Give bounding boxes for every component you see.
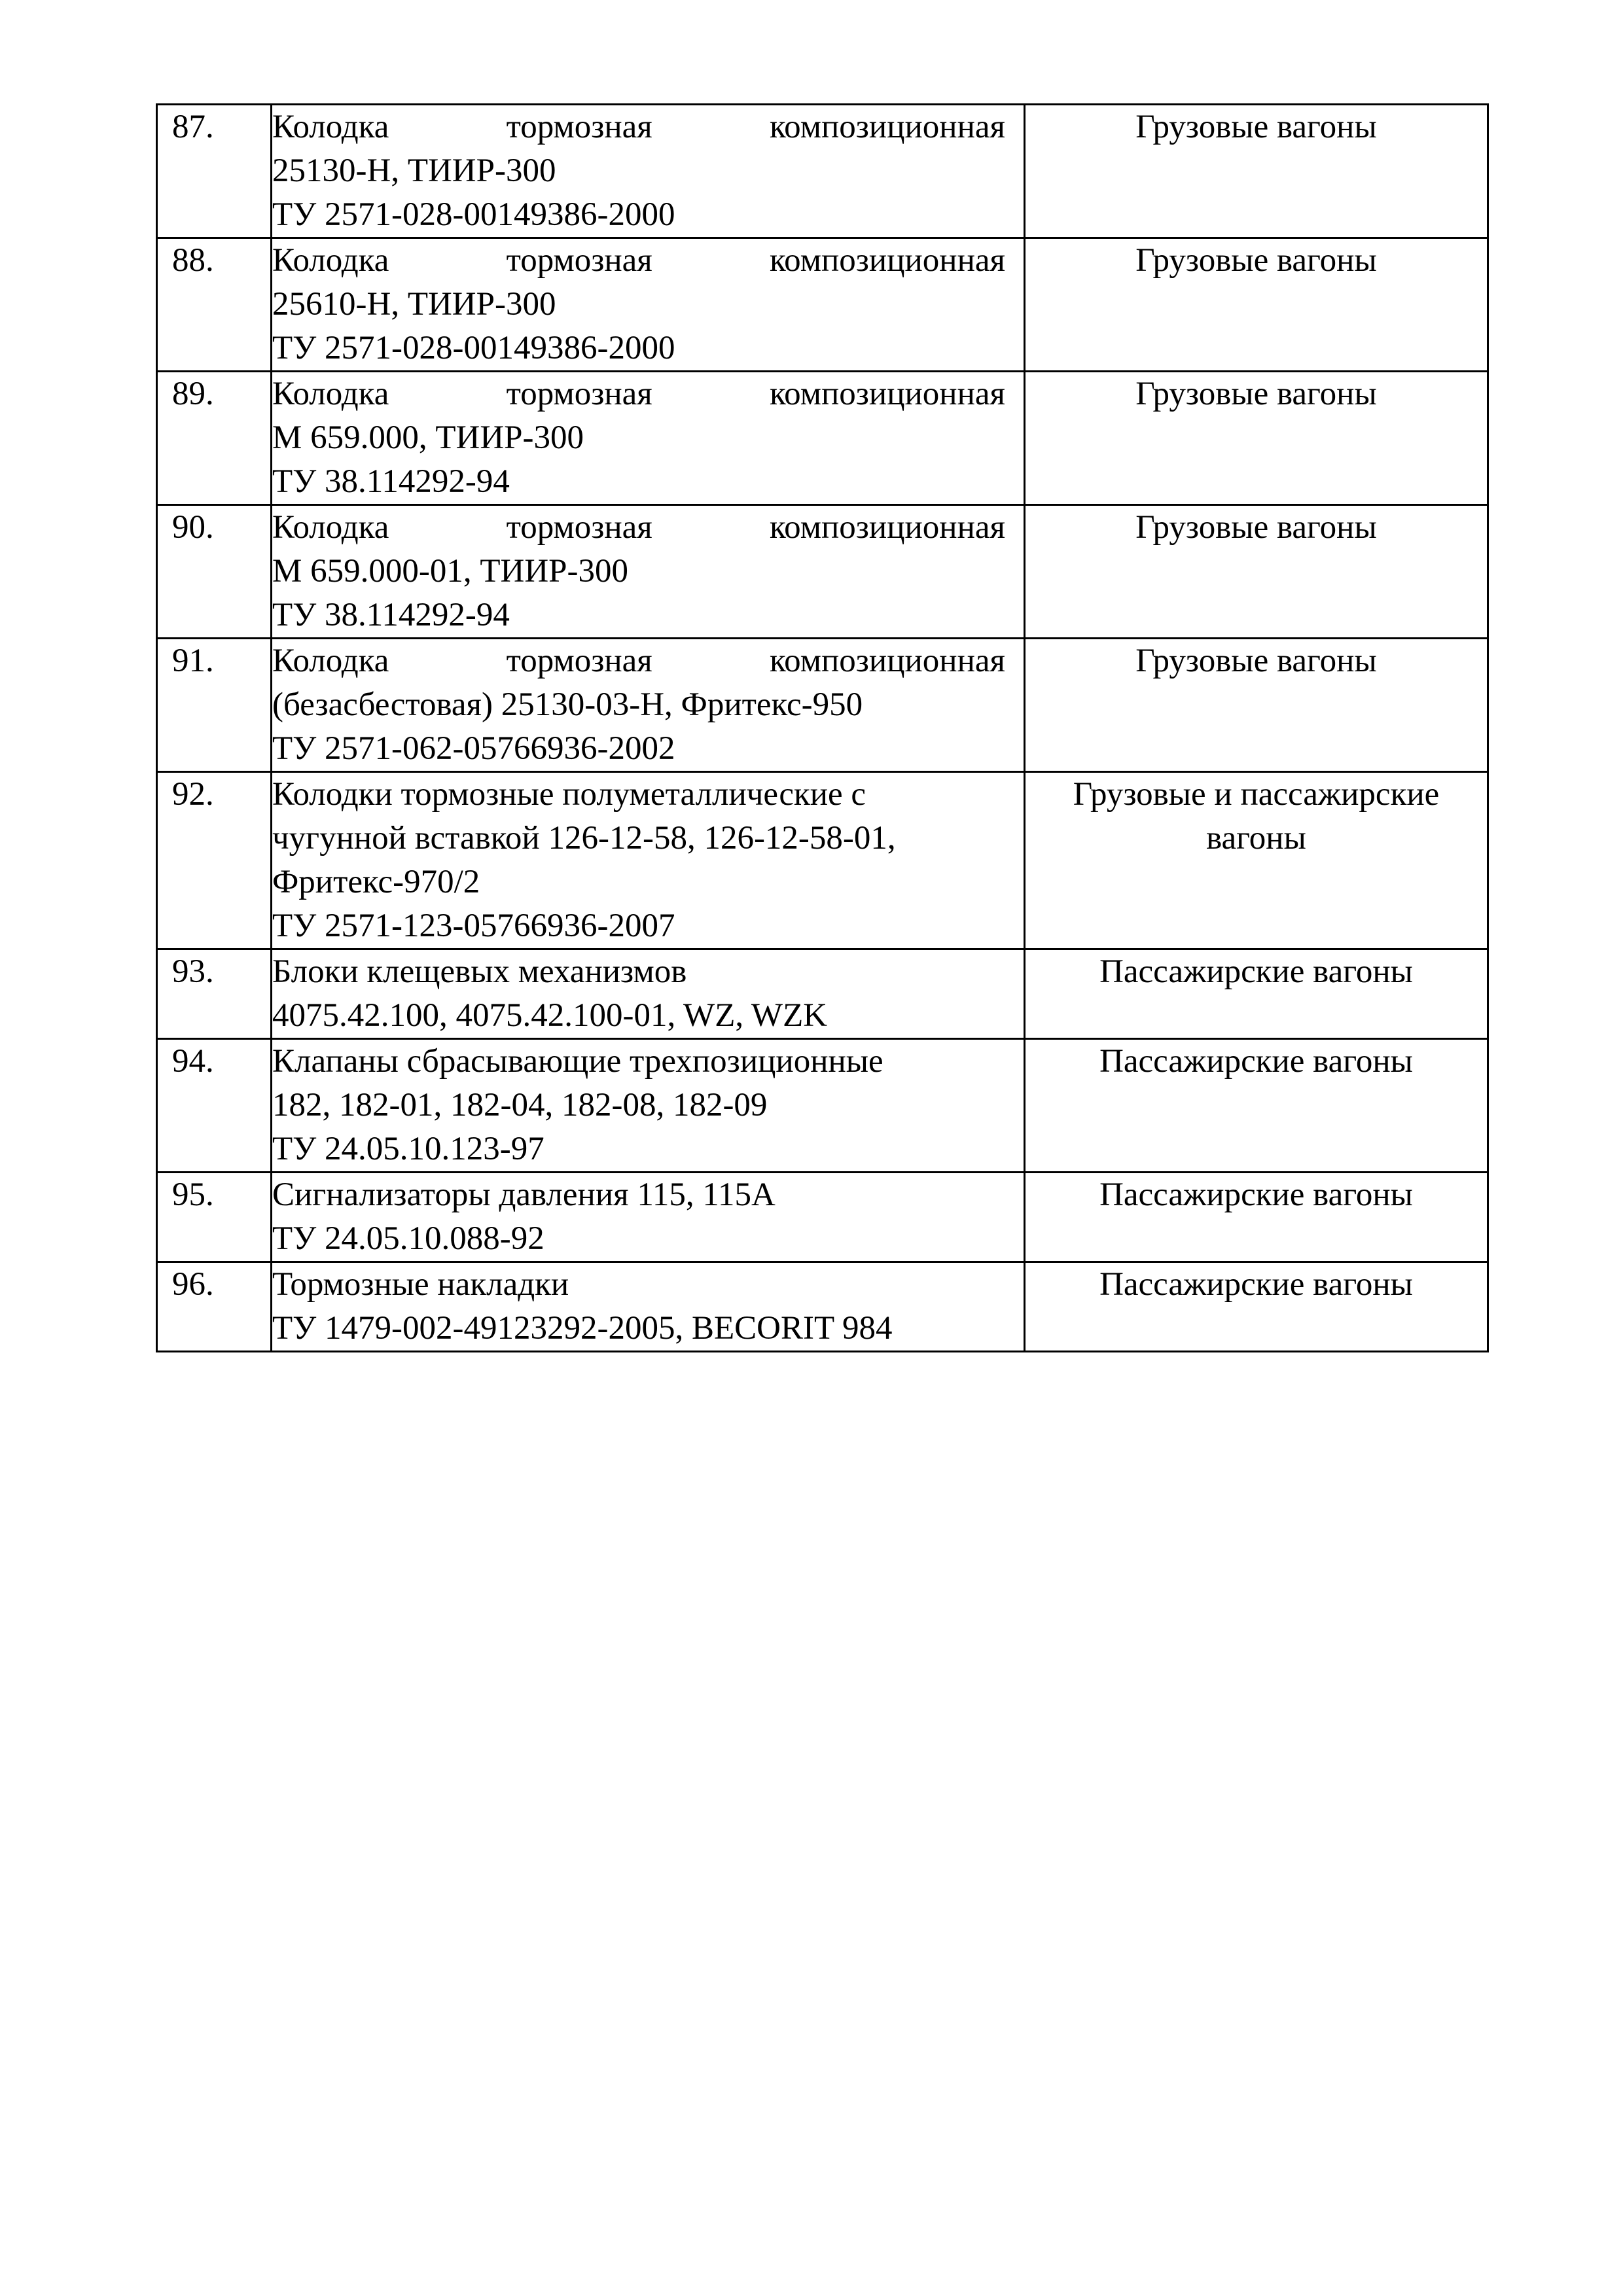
word: тормозная [506, 109, 652, 145]
row-number-text: 94. [172, 1043, 214, 1080]
row-number-text: 96. [172, 1266, 214, 1303]
description-line: (безасбестовая) 25130-03-Н, Фритекс-950 [272, 686, 863, 723]
description-line: Сигнализаторы давления 115, 115А [272, 1176, 776, 1213]
row-application [1025, 238, 1488, 372]
application-line: Грузовые вагоны [1135, 109, 1377, 145]
row-number-text: 90. [172, 509, 214, 546]
row-number-text: 93. [172, 953, 214, 990]
application-line: Пассажирские вагоны [1099, 1043, 1413, 1080]
description-line: ТУ 2571-062-05766936-2002 [272, 730, 675, 767]
row-description [272, 1039, 1025, 1173]
row-application [1025, 1262, 1488, 1352]
description-line: Фритекс-970/2 [272, 864, 480, 900]
row-number [157, 949, 272, 1039]
description-line [272, 506, 1005, 550]
table-row [157, 238, 1488, 372]
row-number-text: 89. [172, 376, 214, 412]
description-line: ТУ 2571-028-00149386-2000 [272, 330, 675, 366]
application-line: вагоны [1206, 820, 1306, 857]
description-line: ТУ 2571-028-00149386-2000 [272, 196, 675, 233]
row-number [157, 505, 272, 639]
application-line: Грузовые вагоны [1135, 509, 1377, 546]
description-line [272, 372, 1005, 416]
table-row [157, 1039, 1488, 1173]
row-description [272, 105, 1025, 238]
word: Колодка [272, 643, 389, 679]
table-row [157, 639, 1488, 772]
table-row [157, 505, 1488, 639]
application-line: Грузовые вагоны [1135, 376, 1377, 412]
application-line: Пассажирские вагоны [1099, 1266, 1413, 1303]
word: Колодка [272, 509, 389, 546]
description-line: М 659.000-01, ТИИР-300 [272, 553, 628, 590]
description-line: ТУ 1479-002-49123292-2005, BECORIT 984 [272, 1310, 893, 1347]
description-line: 25130-Н, ТИИР-300 [272, 152, 556, 189]
row-application [1025, 1173, 1488, 1262]
description-line: ТУ 38.114292-94 [272, 463, 510, 500]
description-line: ТУ 24.05.10.123-97 [272, 1131, 544, 1167]
row-application [1025, 772, 1488, 949]
word: Колодка [272, 376, 389, 412]
word: композиционная [769, 242, 1005, 279]
description-line: Колодки тормозные полуметаллические с [272, 776, 866, 813]
row-number [157, 639, 272, 772]
equipment-table [156, 103, 1489, 1352]
table-row [157, 1173, 1488, 1262]
row-number [157, 1039, 272, 1173]
word: Колодка [272, 109, 389, 145]
description-line [272, 105, 1005, 149]
table-row [157, 949, 1488, 1039]
description-line: Блоки клещевых механизмов [272, 953, 687, 990]
description-line: Тормозные накладки [272, 1266, 569, 1303]
row-description [272, 772, 1025, 949]
word: Колодка [272, 242, 389, 279]
word: тормозная [506, 376, 652, 412]
row-description [272, 949, 1025, 1039]
row-description [272, 372, 1025, 505]
row-application [1025, 105, 1488, 238]
row-description [272, 639, 1025, 772]
description-line: чугунной вставкой 126-12-58, 126-12-58-01, [272, 820, 896, 857]
description-line: М 659.000, ТИИР-300 [272, 419, 584, 456]
row-number-text: 87. [172, 109, 214, 145]
application-line: Пассажирские вагоны [1099, 1176, 1413, 1213]
row-description [272, 505, 1025, 639]
word: композиционная [769, 109, 1005, 145]
word: тормозная [506, 643, 652, 679]
description-line [272, 239, 1005, 283]
row-number [157, 238, 272, 372]
row-number [157, 1262, 272, 1352]
application-line: Грузовые вагоны [1135, 643, 1377, 679]
word: тормозная [506, 242, 652, 279]
row-application [1025, 949, 1488, 1039]
row-application [1025, 1039, 1488, 1173]
description-line: ТУ 38.114292-94 [272, 597, 510, 633]
description-line: 182, 182-01, 182-04, 182-08, 182-09 [272, 1087, 768, 1123]
application-line: Пассажирские вагоны [1099, 953, 1413, 990]
description-line: ТУ 24.05.10.088-92 [272, 1220, 544, 1257]
table-row [157, 1262, 1488, 1352]
row-number-text: 95. [172, 1176, 214, 1213]
application-line: Грузовые и пассажирские [1073, 776, 1440, 813]
row-application [1025, 505, 1488, 639]
table-body [157, 105, 1488, 1352]
row-number-text: 88. [172, 242, 214, 279]
row-number [157, 105, 272, 238]
description-line [272, 639, 1005, 683]
description-line: Клапаны сбрасывающие трехпозиционные [272, 1043, 883, 1080]
row-application [1025, 639, 1488, 772]
application-line: Грузовые вагоны [1135, 242, 1377, 279]
word: композиционная [769, 509, 1005, 546]
row-number [157, 1173, 272, 1262]
table-row [157, 105, 1488, 238]
row-number [157, 772, 272, 949]
description-line: 4075.42.100, 4075.42.100-01, WZ, WZK [272, 997, 828, 1034]
row-description [272, 238, 1025, 372]
word: композиционная [769, 643, 1005, 679]
word: композиционная [769, 376, 1005, 412]
row-application [1025, 372, 1488, 505]
row-number-text: 92. [172, 776, 214, 813]
row-number-text: 91. [172, 643, 214, 679]
row-description [272, 1173, 1025, 1262]
table-row [157, 372, 1488, 505]
description-line: 25610-Н, ТИИР-300 [272, 286, 556, 323]
description-line: ТУ 2571-123-05766936-2007 [272, 908, 675, 944]
row-description [272, 1262, 1025, 1352]
word: тормозная [506, 509, 652, 546]
table-row [157, 772, 1488, 949]
row-number [157, 372, 272, 505]
